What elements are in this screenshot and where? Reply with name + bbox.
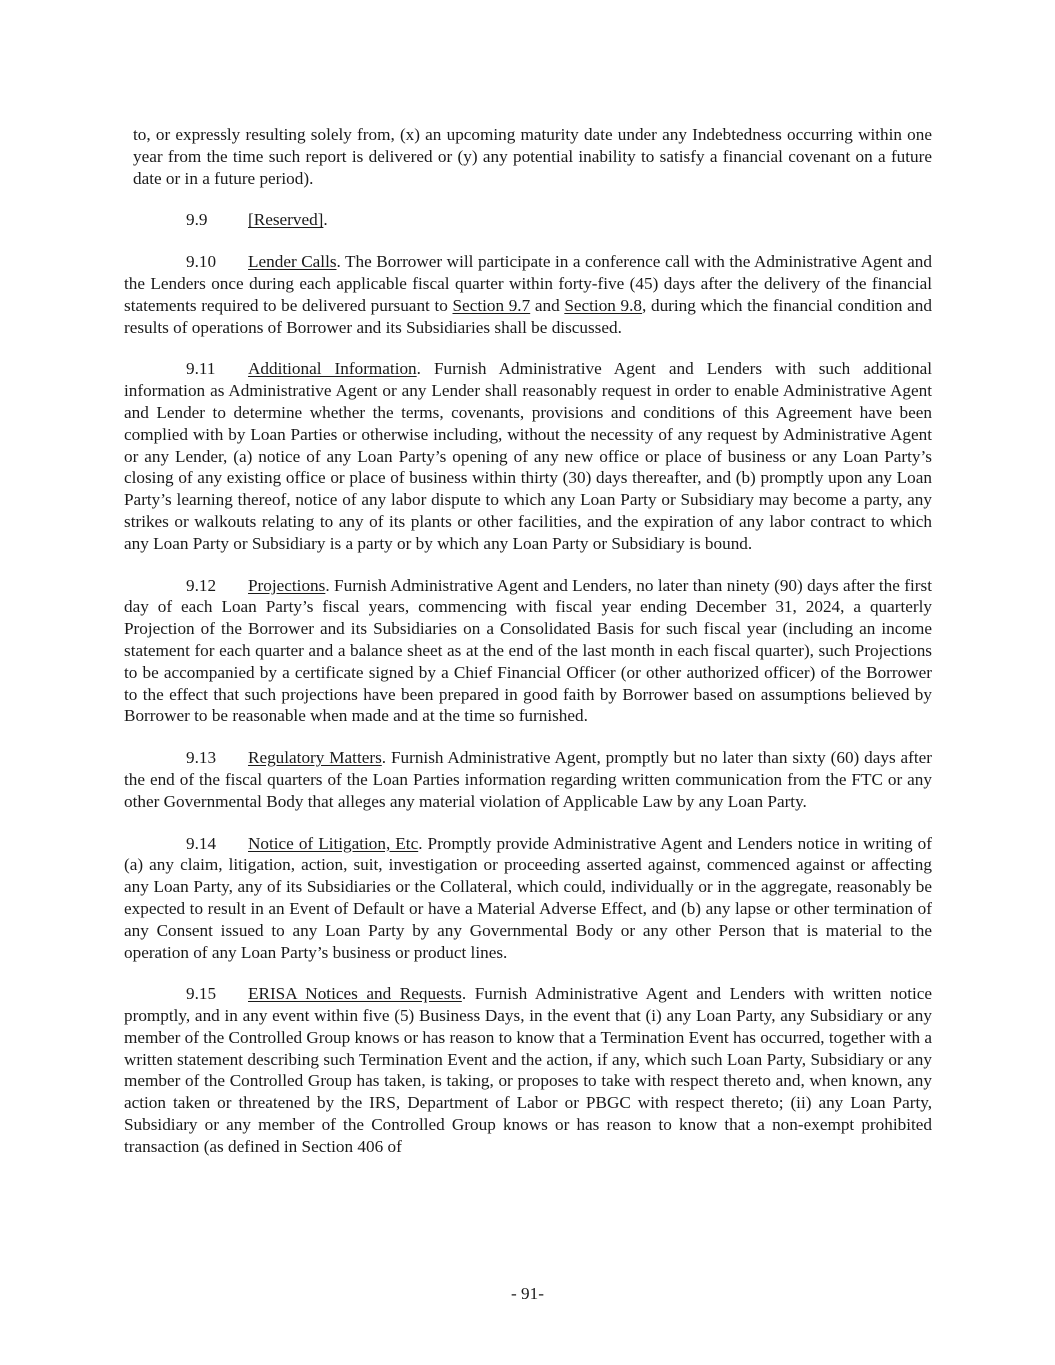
section-title: Lender Calls — [248, 252, 337, 272]
section-text: . Furnish Administrative Agent and Lenders, no later than ninety (90) days after the first day of each Loan Party’s fiscal years, commencing with fiscal year ending December 31, 2024, a quarterly Projection of the Borrower and its Subsidiaries on a Consolidated Basis for such fiscal year (including an income statement for each quarter and a balance sheet as at the end of the last month in each fiscal quarter), such Projections to be accompanied by a certificate signed by a Chief Financial Officer (or other authorized officer) of the Borrower to the effect that such projections have been prepared in good faith by Borrower based on assumptions believed by Borrower to be reasonable when made and at the time so furnished. — [124, 575, 932, 726]
page-footer — [0, 1283, 1055, 1305]
section-text: . Furnish Administrative Agent and Lenders with such additional information as Administrative Agent or any Lender shall reasonably request in order to enable Administrative Agent and Lender to determine whether the terms, covenants, provisions and conditions of this Agreement have been complied with by Loan Parties or otherwise including, without the necessity of any request by Administrative Agent or any Lender, (a) notice of any Loan Party’s opening of any new office or place of business or any Loan Party’s closing of any existing office or place of business within thirty (30) days thereafter, and (b) promptly upon any Loan Party’s learning thereof, notice of any labor dispute to which any Loan Party or Subsidiary may become a party, any strikes or walkouts relating to any of its plants or other facilities, and the expiration of any labor contract to which any Loan Party or Subsidiary is a party or by which any Loan Party or Subsidiary is bound. — [124, 359, 932, 553]
section-number: 9.13 — [186, 748, 217, 768]
section-text: . Promptly provide Administrative Agent and Lenders notice in writing of (a) any claim, litigation, action, suit, investigation or proceeding asserted against, commenced against or affecting any Loan Party, any of its Subsidiaries or the Collateral, which could, individually or in the aggregate, reasonably be expected to result in an Event of Default or have a Material Adverse Effect, and (b) any lapse or other termination of any Consent issued to any Loan Party by any Governmental Body or any other Person that is material to the operation of any Loan Party’s business or product lines. — [124, 833, 932, 962]
section-title: ERISA Notices and Requests — [248, 984, 462, 1004]
continued-paragraph — [124, 124, 932, 189]
section-number: 9.9 — [186, 210, 208, 230]
section-9-15 — [124, 983, 932, 1157]
section-text: , during which the financial condition and results of operations of Borrower and its Subsidiaries shall be discussed. — [124, 295, 932, 337]
section-9-13 — [124, 747, 932, 812]
section-9-14 — [124, 833, 932, 964]
section-reference-9-8: Section 9.8 — [564, 295, 643, 315]
section-text: . The Borrower will participate in a conference call with the Administrative Agent and the Lenders once during each applicable fiscal quarter within forty-five (45) days after the delivery of the financial statements required to be delivered pursuant to — [124, 252, 932, 315]
section-text: . Furnish Administrative Agent, promptly but no later than sixty (60) days after the end of the fiscal quarters of the Loan Parties information regarding written communication from the FTC or any other Governmental Body that alleges any material violation of Applicable Law by any Loan Party. — [124, 748, 933, 811]
section-9-9 — [124, 209, 932, 231]
section-9-11 — [124, 358, 932, 554]
section-9-12 — [124, 575, 932, 728]
section-number: 9.15 — [186, 984, 217, 1004]
section-title: [Reserved] — [248, 210, 324, 230]
section-title: Regulatory Matters — [248, 748, 382, 768]
continued-text: to, or expressly resulting solely from, (x) an upcoming maturity date under any Indebtedness occurring within one year from the time such report is delivered or (y) any potential inability to satisfy a financial covenant on a future date or in a future period). — [133, 125, 932, 188]
section-text: and — [530, 295, 565, 315]
section-reference-9-7: Section 9.7 — [452, 295, 531, 315]
section-title: Additional Information — [248, 359, 417, 379]
section-number: 9.12 — [186, 575, 217, 595]
document-page — [124, 124, 932, 1178]
section-punctuation: . — [323, 210, 328, 230]
section-number: 9.11 — [186, 359, 216, 379]
section-title: Projections — [248, 575, 326, 595]
section-number: 9.10 — [186, 252, 217, 272]
section-text: . Furnish Administrative Agent and Lenders with written notice promptly, and in any event within five (5) Business Days, in the event that (i) any Loan Party, any Subsidiary or any member of the Controlled Group knows or has reason to know that a Termination Event has occurred, together with a written statement describing such Termination Event and the action, if any, which such Loan Party, Subsidiary or any member of the Controlled Group has taken, is taking, or proposes to take with respect thereto and, when known, any action taken or threatened by the IRS, Department of Labor or PBGC with respect thereto; (ii) any Loan Party, Subsidiary or any member of the Controlled Group knows or has reason to know that a non-exempt prohibited transaction (as defined in Section 406 of — [124, 984, 932, 1156]
section-number: 9.14 — [186, 833, 217, 853]
section-9-10 — [124, 251, 932, 338]
section-title: Notice of Litigation, Etc — [248, 833, 419, 853]
page-number: - 91- — [511, 1284, 544, 1303]
